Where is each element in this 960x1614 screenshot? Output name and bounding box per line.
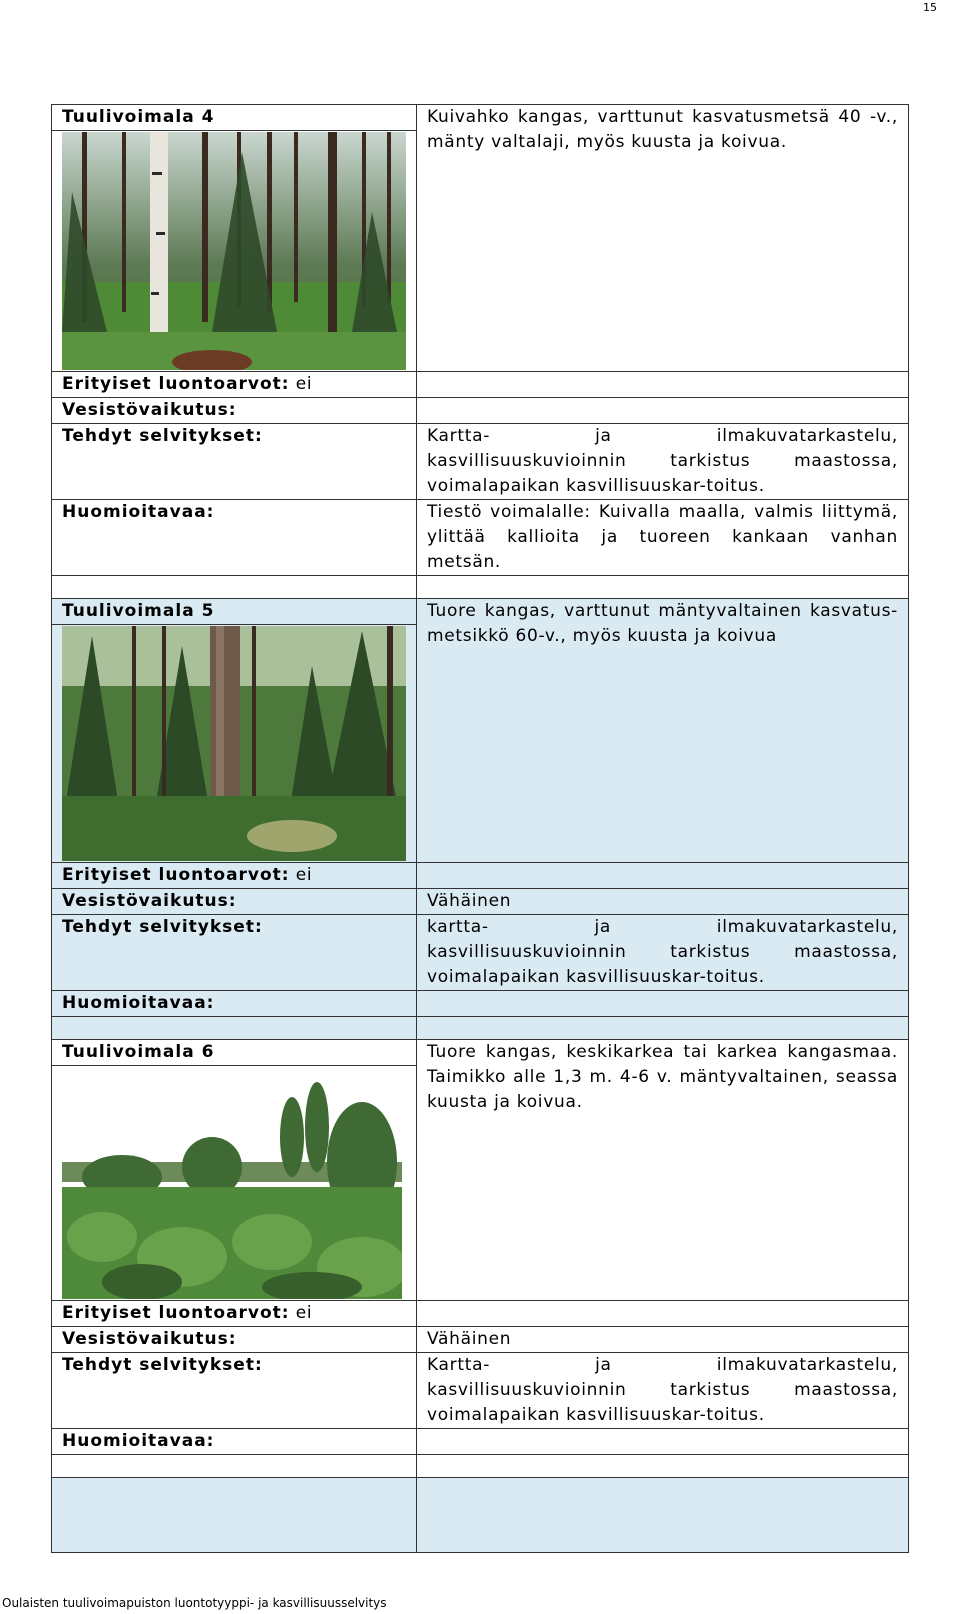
spacer-cell [417,1478,909,1553]
water-impact-cell [52,889,417,915]
notes-value [417,1429,909,1455]
notes-label: Huomioitavaa: [62,1431,215,1451]
spacer-cell [417,576,909,599]
page-footer: Oulaisten tuulivoimapuiston luontotyyppi- ja kasvillisuusselvitys [2,1596,387,1610]
special-values-label: Erityiset luontoarvot: [62,865,290,885]
habitat-description: Kuivahko kangas, varttunut kasvatusmetsä 40 -v., mänty valtalaji, myös kuusta ja koivua. [417,105,909,372]
notes-value: Tiestö voimalalle: Kuivalla maalla, valmis liittymä, ylittää kallioita ja tuoreen kankaan vanhan metsän. [417,500,909,576]
photo-cell [52,625,417,863]
water-impact-cell [52,398,417,424]
notes-cell [52,500,417,576]
water-impact-label: Vesistövaikutus: [62,400,237,420]
spacer-cell [417,1455,909,1478]
water-impact-value [417,398,909,424]
spacer-cell [52,1478,417,1553]
notes-cell [52,991,417,1017]
surveys-value: Kartta- ja ilmakuvatarkastelu, kasvillisuuskuvioinnin tarkistus maastossa, voimalapaikan kasvillisuuskar-toitus. [417,424,909,500]
surveys-label: Tehdyt selvitykset: [62,1355,263,1375]
notes-label: Huomioitavaa: [62,502,215,522]
turbine-survey-table [51,104,909,1553]
special-values-cell [52,372,417,398]
notes-value [417,991,909,1017]
water-impact-value: Vähäinen [417,1327,909,1353]
special-values-value: ei [295,865,313,885]
turbine-title: Tuulivoimala 6 [62,1042,215,1062]
habitat-description: Tuore kangas, varttunut mäntyvaltainen kasvatus-metsikkö 60-v., myös kuusta ja koivua [417,599,909,863]
empty-cell [417,863,909,889]
habitat-description: Tuore kangas, keskikarkea tai karkea kangasmaa. Taimikko alle 1,3 m. 4-6 v. mäntyvaltainen, seassa kuusta ja koivua. [417,1040,909,1301]
forest-photo-icon [62,626,406,861]
surveys-cell [52,1353,417,1429]
special-values-cell [52,863,417,889]
water-impact-cell [52,1327,417,1353]
turbine-title: Tuulivoimala 5 [62,601,215,621]
water-impact-label: Vesistövaikutus: [62,1329,237,1349]
surveys-cell [52,424,417,500]
turbine-title-cell [52,105,417,131]
photo-cell [52,1066,417,1301]
forest-photo-icon [62,132,406,370]
notes-cell [52,1429,417,1455]
spacer-cell [52,1017,417,1040]
special-values-label: Erityiset luontoarvot: [62,374,290,394]
special-values-label: Erityiset luontoarvot: [62,1303,290,1323]
special-values-cell [52,1301,417,1327]
empty-cell [417,372,909,398]
spacer-cell [52,1455,417,1478]
surveys-cell [52,915,417,991]
photo-cell [52,131,417,372]
turbine-title-cell [52,599,417,625]
spacer-cell [52,576,417,599]
surveys-value: Kartta- ja ilmakuvatarkastelu, kasvillisuuskuvioinnin tarkistus maastossa, voimalapaikan kasvillisuuskar-toitus. [417,1353,909,1429]
empty-cell [417,1301,909,1327]
turbine-title-cell [52,1040,417,1066]
page-number: 15 [923,1,937,14]
special-values-value: ei [295,1303,313,1323]
water-impact-label: Vesistövaikutus: [62,891,237,911]
surveys-value: kartta- ja ilmakuvatarkastelu, kasvillisuuskuvioinnin tarkistus maastossa, voimalapaikan kasvillisuuskar-toitus. [417,915,909,991]
surveys-label: Tehdyt selvitykset: [62,426,263,446]
turbine-title: Tuulivoimala 4 [62,107,215,127]
spacer-cell [417,1017,909,1040]
special-values-value: ei [295,374,313,394]
surveys-label: Tehdyt selvitykset: [62,917,263,937]
water-impact-value: Vähäinen [417,889,909,915]
notes-label: Huomioitavaa: [62,993,215,1013]
sapling-photo-icon [62,1067,406,1299]
